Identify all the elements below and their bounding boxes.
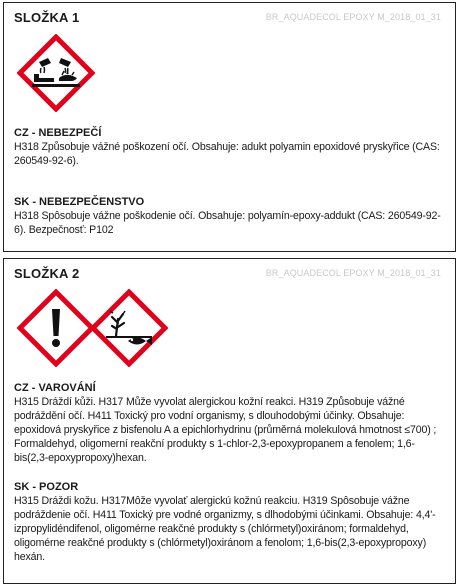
component-2-title: SLOŽKA 2 [14, 266, 80, 281]
component-2-reference: BR_AQUADECOL EPOXY M_2018_01_31 [265, 268, 441, 278]
component-2-cz-heading: CZ - VAROVÁNÍ [14, 382, 96, 394]
component-1-reference: BR_AQUADECOL EPOXY M_2018_01_31 [265, 12, 441, 22]
component-1-panel [3, 2, 456, 252]
component-2-cz-text: H315 Dráždí kůži. H317 Může vyvolat alergickou kožní reakci. H319 Způsobuje vážné podráždění očí. H411 Toxický pro vodní organismy, s dlouhodobými účinky. Obsahuje: epoxidová pryskyřice z bisfenolu A a epichlorhydrinu (průměrná molekulová hmotnost ≤700) ; Formaldehyd, oligomerní reakční produkty s 1-chlor-2,3-epoxypropanem a fenolem; 1,6-bis(2,3-epoxypropoxy)hexan. [14, 396, 437, 464]
exclamation-mark-icon [17, 289, 95, 367]
component-1-sk-heading: SK - NEBEZPEČENSTVO [14, 196, 145, 208]
component-1-cz-text: H318 Způsobuje vážné poškození očí. Obsahuje: adukt polyamin epoxidové pryskyřice (CAS: 260549-92-6). [14, 141, 440, 167]
component-1-title: SLOŽKA 1 [14, 10, 80, 25]
component-2-sk-text: H315 Dráždi kožu. H317Môže vyvolať alergickú kožnú reakciu. H319 Spôsobuje vážne podráždenie očí. H411 Toxický pre vodné organizmy, s dlhodobými účinkami. Obsahuje: 4,4'-izpropylidéndifenol, oligomérne reakčné produkty s (chlórmetyl)oxiránom; formaldehyd, oligomérne reakčné produkty s (chlórmetyl)oxiránom a fenolom; 1,6-bis(2,3-epoxypropoxy) hexán. [14, 495, 436, 563]
component-1-cz-heading: CZ - NEBEZPEČÍ [14, 127, 102, 139]
corrosion-icon [17, 34, 95, 112]
component-1-sk-text: H318 Spôsobuje vážne poškodenie očí. Obsahuje: polyamín-epoxy-addukt (CAS: 260549-92-6). Bezpečnosť: P102 [14, 210, 441, 236]
component-2-panel [3, 258, 456, 584]
environment-icon [90, 289, 168, 367]
component-2-sk-heading: SK - POZOR [14, 481, 79, 493]
